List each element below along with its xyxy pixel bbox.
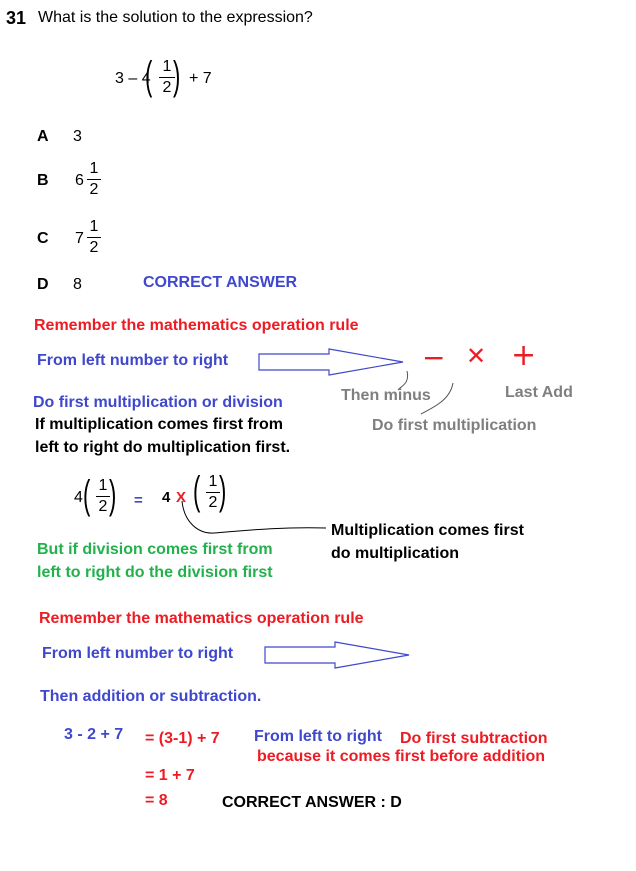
- example-den: 2: [98, 498, 108, 515]
- option-c-whole: 7: [75, 230, 84, 247]
- option-b-whole: 6: [75, 172, 84, 189]
- section2-expr: 3 - 2 + 7: [64, 726, 124, 743]
- if-mult-line1: If multiplication comes first from: [35, 416, 284, 433]
- right-paren: ): [172, 54, 181, 98]
- example-whole2: 4: [162, 489, 171, 506]
- example-times: X: [176, 489, 187, 506]
- expr-left: 3 – 4: [115, 70, 151, 87]
- example-equals: =: [134, 492, 143, 509]
- option-d-letter[interactable]: D: [37, 276, 49, 293]
- example2-den: 2: [208, 494, 218, 511]
- mult-pointer-icon: [180, 500, 330, 540]
- plus-sign-icon: +: [511, 338, 537, 373]
- then-minus-label: Then minus: [341, 387, 431, 404]
- option-b-den: 2: [89, 181, 99, 198]
- section2-step1: = (3-1) + 7: [145, 730, 220, 747]
- do-first-mult-label: Do first multiplication: [372, 417, 537, 434]
- example2-num: 1: [208, 473, 218, 490]
- question-text: What is the solution to the expression?: [38, 9, 313, 26]
- example-whole: 4: [74, 489, 83, 506]
- left-to-right-1: From left number to right: [37, 352, 229, 369]
- option-a-letter[interactable]: A: [37, 128, 49, 145]
- option-c-den: 2: [89, 239, 99, 256]
- example-num: 1: [98, 477, 108, 494]
- final-answer: CORRECT ANSWER : D: [222, 794, 402, 811]
- do-first-subtraction: Do first subtraction: [400, 730, 548, 747]
- mult-note-line2: do multiplication: [331, 545, 459, 562]
- option-b-num: 1: [89, 160, 99, 177]
- example-right-paren: ): [108, 473, 117, 517]
- from-left-to-right: From left to right: [254, 728, 382, 745]
- div-line2: left to right do the division first: [37, 564, 273, 581]
- option-c-letter[interactable]: C: [37, 230, 49, 247]
- if-mult-line2: left to right do multiplication first.: [35, 439, 291, 456]
- fraction-numerator: 1: [162, 58, 172, 75]
- option-c-num: 1: [89, 218, 99, 235]
- option-c-fraction: [87, 218, 101, 257]
- option-b-letter[interactable]: B: [37, 172, 49, 189]
- example2-left-paren: (: [192, 469, 201, 513]
- then-add-sub: Then addition or subtraction.: [40, 688, 262, 705]
- do-first-mult-div: Do first multiplication or division: [33, 394, 283, 411]
- section2-step2: = 1 + 7: [145, 767, 195, 784]
- example-left-paren: (: [82, 473, 91, 517]
- div-line1: But if division comes first from: [37, 541, 273, 558]
- option-a-value: 3: [73, 128, 82, 145]
- last-add-label: Last Add: [505, 384, 573, 401]
- left-to-right-2: From left number to right: [42, 645, 234, 662]
- fraction-denominator: 2: [162, 79, 172, 96]
- section2-step3: = 8: [145, 792, 168, 809]
- option-d-value: 8: [73, 276, 82, 293]
- option-b-fraction: [87, 160, 101, 199]
- left-paren: (: [144, 54, 153, 98]
- rule-heading-2: Remember the mathematics operation rule: [39, 610, 364, 627]
- question-number: 31: [6, 8, 27, 28]
- mult-note-line1: Multiplication comes first: [331, 522, 524, 539]
- right-arrow-icon: [264, 641, 414, 669]
- example2-right-paren: ): [218, 469, 227, 513]
- example-fraction: [96, 477, 110, 516]
- times-sign-icon: ✕: [466, 342, 487, 370]
- because-text: because it comes first before addition: [257, 748, 546, 765]
- correct-answer-label: CORRECT ANSWER: [143, 274, 298, 291]
- minus-sign-icon: −: [422, 341, 446, 374]
- rule-heading-1: Remember the mathematics operation rule: [34, 317, 359, 334]
- expr-right: + 7: [189, 70, 212, 87]
